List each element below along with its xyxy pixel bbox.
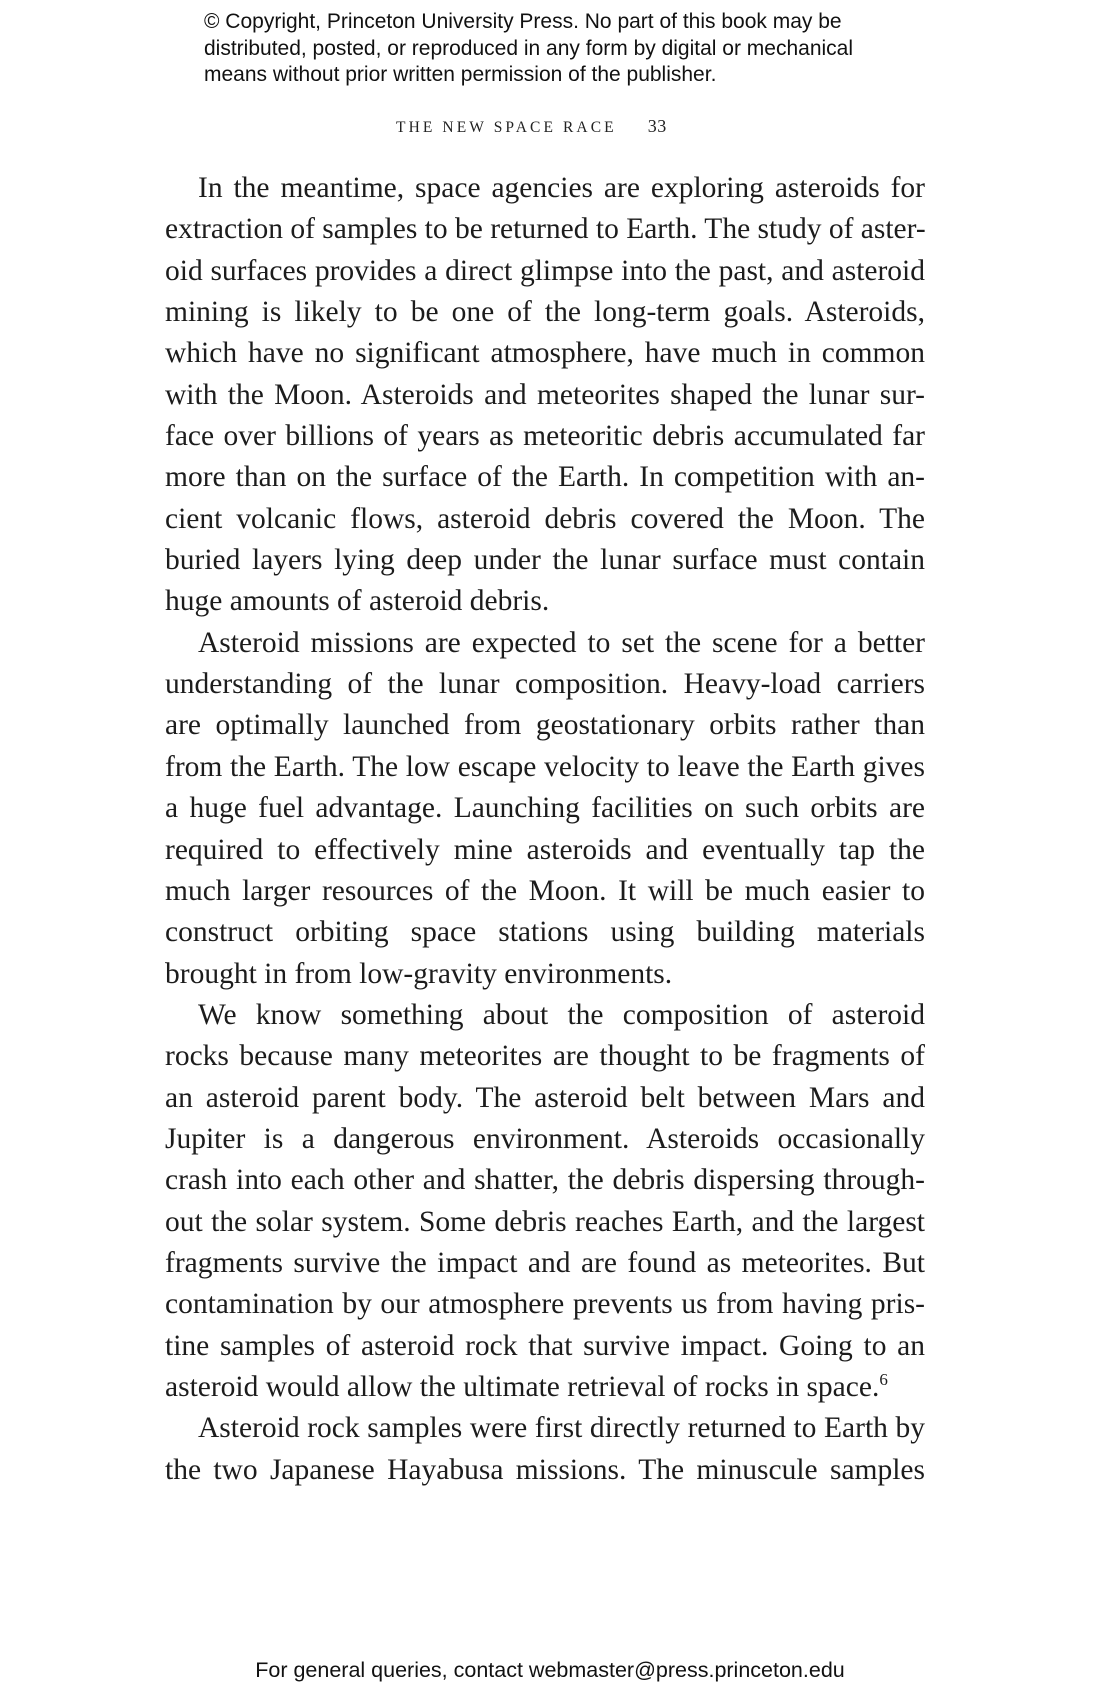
text-line: understanding of the lunar composition. Heavy-load carriers [165, 668, 925, 701]
copyright-line: distributed, posted, or reproduced in any form by digital or mechanical [204, 36, 854, 60]
text-line: fragments survive the impact and are found as meteorites. But [165, 1246, 925, 1279]
footer-contact: For general queries, contact webmaster@press.princeton.edu [255, 1658, 845, 1682]
text-line: are optimally launched from geostationary orbits rather than [165, 709, 925, 742]
text-line: much larger resources of the Moon. It will be much easier to [165, 874, 925, 907]
text-line: extraction of samples to be returned to Earth. The study of aster- [165, 213, 926, 246]
copyright-line: means without prior written permission of the publisher. [204, 63, 717, 86]
text-line: a huge fuel advantage. Launching facilities on such orbits are [165, 792, 925, 825]
text-line: mining is likely to be one of the long-term goals. Asteroids, [165, 296, 925, 329]
paragraph [165, 1408, 925, 1491]
footnote-marker: 6 [879, 1369, 888, 1389]
paragraph [165, 168, 925, 623]
paragraph [165, 623, 925, 995]
line-text: asteroid would allow the ultimate retrieval of rocks in space. [165, 1370, 880, 1403]
text-line: from the Earth. The low escape velocity to leave the Earth gives [165, 750, 925, 783]
text-line: brought in from low-gravity environments. [165, 957, 673, 990]
text-line [165, 1367, 925, 1408]
text-line: oid surfaces provides a direct glimpse into the past, and asteroid [165, 254, 925, 287]
text-line: crash into each other and shatter, the debris dispersing through- [165, 1164, 925, 1197]
running-head-title: THE NEW SPACE RACE [396, 119, 617, 136]
text-line: contamination by our atmosphere prevents us from having pris- [165, 1288, 925, 1321]
text-line: buried layers lying deep under the lunar surface must contain [165, 544, 925, 577]
text-line: with the Moon. Asteroids and meteorites shaped the lunar sur- [165, 378, 925, 411]
text-line: Asteroid missions are expected to set the scene for a better [198, 626, 925, 659]
text-line: required to effectively mine asteroids and eventually tap the [165, 833, 925, 866]
text-line: face over billions of years as meteoritic debris accumulated far [165, 420, 925, 453]
copyright-notice [204, 9, 924, 89]
text-line: the two Japanese Hayabusa missions. The minuscule samples [165, 1453, 925, 1486]
text-line: In the meantime, space agencies are exploring asteroids for [198, 172, 925, 204]
text-line: Jupiter is a dangerous environment. Asteroids occasionally [165, 1122, 925, 1155]
paragraph [165, 995, 925, 1408]
text-line: out the solar system. Some debris reaches Earth, and the largest [165, 1205, 925, 1238]
text-line: more than on the surface of the Earth. In competition with an- [165, 461, 925, 494]
text-line: an asteroid parent body. The asteroid belt between Mars and [165, 1081, 925, 1114]
text-line: cient volcanic flows, asteroid debris covered the Moon. The [165, 502, 925, 535]
running-head [396, 116, 667, 137]
text-line: which have no significant atmosphere, have much in common [165, 337, 925, 370]
copyright-line: © Copyright, Princeton University Press. No part of this book may be [204, 10, 842, 33]
page-number: 33 [647, 116, 667, 136]
text-line: We know something about the composition of asteroid [198, 998, 925, 1031]
text-line: rocks because many meteorites are thought to be fragments of [165, 1040, 925, 1073]
text-line: construct orbiting space stations using building materials [165, 916, 925, 949]
body-text [165, 168, 925, 1491]
text-line: Asteroid rock samples were first directly returned to Earth by [198, 1412, 925, 1445]
text-line: huge amounts of asteroid debris. [165, 585, 550, 618]
text-line: tine samples of asteroid rock that survive impact. Going to an [165, 1329, 925, 1362]
